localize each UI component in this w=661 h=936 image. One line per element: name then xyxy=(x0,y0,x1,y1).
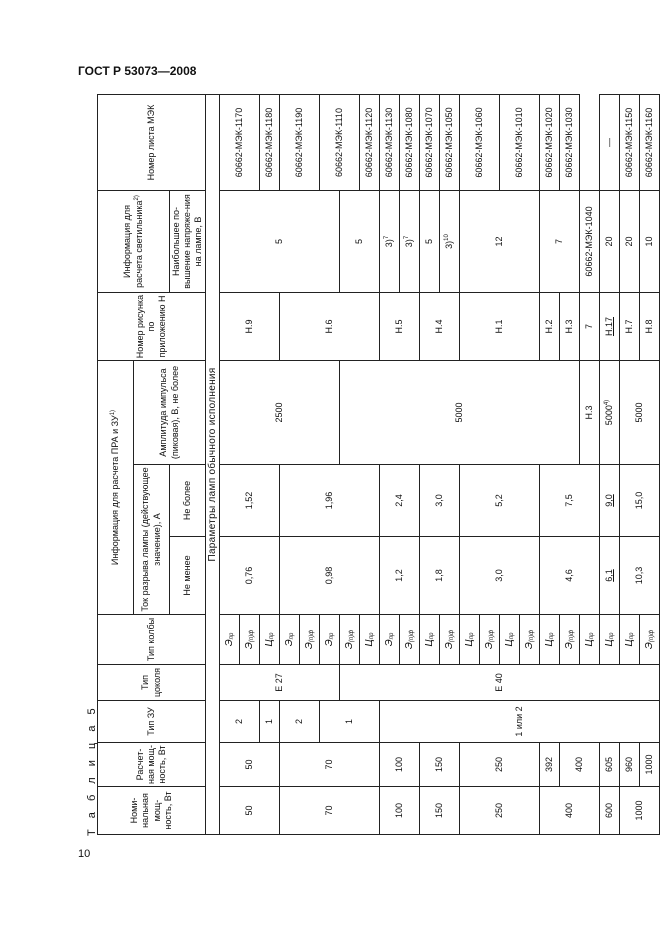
nominal-power-cell: 100 xyxy=(380,787,420,835)
voltage-cell: 3)$^{10}$ xyxy=(440,191,460,293)
cap-type-cell: Е 27 xyxy=(220,665,340,701)
col-luminaire-info: Информация для расчета светильника$^{2)}$ xyxy=(98,191,170,293)
nominal-power-cell: 250 xyxy=(460,787,540,835)
col-max-voltage: Наибольшее по-вышение напряже-ния на лампе, В xyxy=(170,191,206,293)
col-ignitor-type: Тип ЗУ xyxy=(98,701,206,743)
figure-cell: Н.2 xyxy=(540,293,560,361)
ignitor-type-cell: 2 xyxy=(220,701,260,743)
current-min-cell: 1,8 xyxy=(420,537,460,615)
iec-sheet-cell: 60662-МЭК-1060 xyxy=(460,95,500,191)
lamp-parameters-table xyxy=(97,94,660,835)
calc-power-cell: 150 xyxy=(420,743,460,787)
bulb-type-cell: Э(п)ф xyxy=(640,615,660,665)
bulb-type-cell: Э(п)ф xyxy=(400,615,420,665)
iec-sheet-cell: 60662-МЭК-1150 xyxy=(620,95,640,191)
iec-sheet-cell: 60662-МЭК-1010 xyxy=(500,95,540,191)
voltage-cell: 5 xyxy=(420,191,440,293)
bulb-type-cell: Цпр xyxy=(360,615,380,665)
current-min-cell: 6,1 xyxy=(600,537,620,615)
pulse-cell: 2500 xyxy=(220,361,340,465)
figure-cell: Н.6 xyxy=(280,293,380,361)
bulb-type-cell: Э(п)ф xyxy=(340,615,360,665)
calc-power-cell: 100 xyxy=(380,743,420,787)
voltage-cell: 10 xyxy=(640,191,660,293)
nominal-power-cell: 50 xyxy=(220,787,280,835)
voltage-cell: 20 xyxy=(620,191,640,293)
current-min-cell: 0,76 xyxy=(220,537,280,615)
figure-cell: Н.5 xyxy=(380,293,420,361)
voltage-cell: 7 xyxy=(540,191,580,293)
bulb-type-cell: Э(п)ф xyxy=(300,615,320,665)
iec-sheet-cell: 60662-МЭК-1130 xyxy=(380,95,400,191)
iec-sheet-cell: 60662-МЭК-1020 xyxy=(540,95,560,191)
iec-sheet-cell: 60662-МЭК-1160 xyxy=(640,95,660,191)
bulb-type-cell: Эпр xyxy=(380,615,400,665)
iec-sheet-cell: — xyxy=(600,95,620,191)
figure-cell: Н.8 xyxy=(640,293,660,361)
figure-cell: Н.17 xyxy=(600,293,620,361)
iec-sheet-cell: 60662-МЭК-1080 xyxy=(400,95,420,191)
current-max-cell: 1,52 xyxy=(220,465,280,537)
voltage-cell: 3)$^7$ xyxy=(380,191,400,293)
col-iec-sheet: Номер листа МЭК xyxy=(98,95,206,191)
nominal-power-cell: 150 xyxy=(420,787,460,835)
nominal-power-cell: 400 xyxy=(540,787,600,835)
calc-power-cell: 1000 xyxy=(640,743,660,787)
current-min-cell: 1,2 xyxy=(380,537,420,615)
calc-power-cell: 50 xyxy=(220,743,280,787)
pulse-cell: 5000$^{4)}$ xyxy=(600,361,620,465)
nominal-power-cell: 600 xyxy=(600,787,620,835)
bulb-type-cell: Э(п)ф xyxy=(480,615,500,665)
col-ballast-info: Информация для расчета ПРА и ЗУ$^{1)}$ xyxy=(98,361,134,615)
current-min-cell: 0,98 xyxy=(280,537,380,615)
figure-cell: Н.4 xyxy=(420,293,460,361)
voltage-cell: 3)$^7$ xyxy=(400,191,420,293)
voltage-cell: 20 xyxy=(600,191,620,293)
table-caption: Т а б л и ц а 5 xyxy=(86,704,98,836)
calc-power-cell: 392 xyxy=(540,743,560,787)
bulb-type-cell: Цпр xyxy=(540,615,560,665)
col-bulb-type: Тип колбы xyxy=(98,615,206,665)
figure-cell: Н.9 xyxy=(220,293,280,361)
bulb-type-cell: Цпр xyxy=(600,615,620,665)
col-cap-type: Тип цоколя xyxy=(98,665,206,701)
current-max-cell: 3,0 xyxy=(420,465,460,537)
bulb-type-cell: Э(п)ф xyxy=(240,615,260,665)
calc-power-cell: 400 xyxy=(560,743,600,787)
iec-sheet-cell: 60662-МЭК-1040 xyxy=(580,191,600,293)
nominal-power-cell: 1000 xyxy=(620,787,660,835)
current-max-cell: 1,96 xyxy=(280,465,380,537)
current-min-cell: 4,6 xyxy=(540,537,600,615)
bulb-type-cell: Эпр xyxy=(220,615,240,665)
iec-sheet-cell: 60662-МЭК-1180 xyxy=(260,95,280,191)
ignitor-type-cell: 1 xyxy=(320,701,380,743)
col-current-min: Не менее xyxy=(170,537,206,615)
figure-cell: Н.3 xyxy=(580,361,600,465)
current-max-cell: 15,0 xyxy=(620,465,660,537)
iec-sheet-cell: 60662-МЭК-1030 xyxy=(560,95,580,191)
figure-cell: Н.7 xyxy=(620,293,640,361)
current-min-cell: 3,0 xyxy=(460,537,540,615)
current-max-cell: 5,2 xyxy=(460,465,540,537)
calc-power-cell: 605 xyxy=(600,743,620,787)
voltage-cell: 7 xyxy=(580,293,600,361)
col-current: Ток разрыва лампы (действующее значение), А xyxy=(134,465,170,615)
current-max-cell: 9,0 xyxy=(600,465,620,537)
bulb-type-cell: Эпр xyxy=(280,615,300,665)
section-title: Параметры ламп обычного исполнения xyxy=(206,95,220,835)
voltage-cell: 5 xyxy=(220,191,340,293)
calc-power-cell: 70 xyxy=(280,743,380,787)
col-figure-number: Номер рисунка по приложению Н xyxy=(98,293,206,361)
bulb-type-cell: Э(п)ф xyxy=(560,615,580,665)
voltage-cell: 5 xyxy=(340,191,380,293)
ignitor-type-cell: 1 или 2 xyxy=(380,701,660,743)
bulb-type-cell: Э(п)ф xyxy=(440,615,460,665)
ignitor-type-cell: 1 xyxy=(260,701,280,743)
pulse-cell: 5000 xyxy=(340,361,580,465)
bulb-type-cell: Цпр xyxy=(260,615,280,665)
figure-cell: Н.1 xyxy=(460,293,540,361)
current-min-cell: 10,3 xyxy=(620,537,660,615)
col-nominal-power: Номи-нальная мощ-ность, Вт xyxy=(98,787,206,835)
iec-sheet-cell: 60662-МЭК-1170 xyxy=(220,95,260,191)
calc-power-cell: 960 xyxy=(620,743,640,787)
cap-type-cell: Е 40 xyxy=(340,665,660,701)
current-max-cell: 7,5 xyxy=(540,465,600,537)
col-pulse: Амплитуда импульса (пиковая), В, не более xyxy=(134,361,206,465)
col-calc-power: Расчет-ная мощ-ность, Вт xyxy=(98,743,206,787)
current-max-cell: 2,4 xyxy=(380,465,420,537)
page-number: 10 xyxy=(78,848,91,860)
figure-cell: Н.3 xyxy=(560,293,580,361)
col-current-max: Не более xyxy=(170,465,206,537)
iec-sheet-cell: 60662-МЭК-1120 xyxy=(360,95,380,191)
iec-sheet-cell: 60662-МЭК-1190 xyxy=(280,95,320,191)
calc-power-cell: 250 xyxy=(460,743,540,787)
voltage-cell: 12 xyxy=(460,191,540,293)
bulb-type-cell: Э(п)ф xyxy=(520,615,540,665)
ignitor-type-cell: 2 xyxy=(280,701,320,743)
iec-sheet-cell: 60662-МЭК-1110 xyxy=(320,95,360,191)
iec-sheet-cell: 60662-МЭК-1050 xyxy=(440,95,460,191)
bulb-type-cell: Цпр xyxy=(460,615,480,665)
iec-sheet-cell: 60662-МЭК-1070 xyxy=(420,95,440,191)
bulb-type-cell: Цпр xyxy=(620,615,640,665)
table-5-rotated xyxy=(97,95,655,835)
bulb-type-cell: Цпр xyxy=(500,615,520,665)
bulb-type-cell: Цпр xyxy=(580,615,600,665)
bulb-type-cell: Эпр xyxy=(320,615,340,665)
document-title: ГОСТ Р 53073—2008 xyxy=(78,64,197,78)
pulse-cell: 5000 xyxy=(620,361,660,465)
nominal-power-cell: 70 xyxy=(280,787,380,835)
bulb-type-cell: Цпр xyxy=(420,615,440,665)
